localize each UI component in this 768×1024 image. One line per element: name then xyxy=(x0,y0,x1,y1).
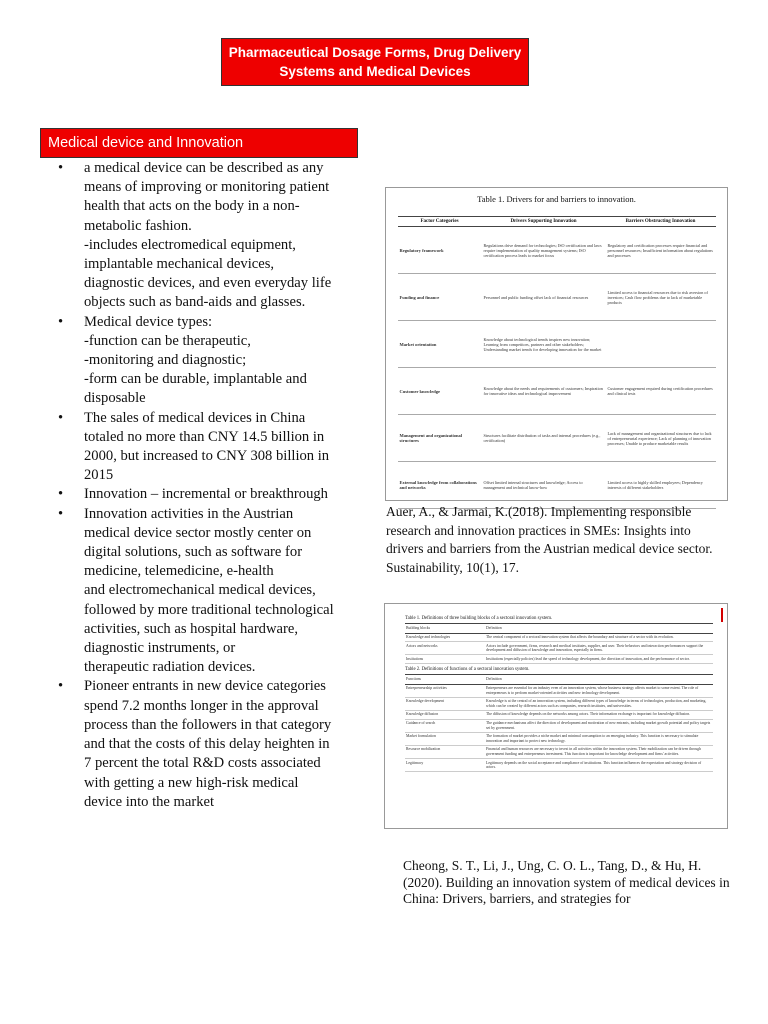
table-cell-barriers: Lack of management and organizational structures due to lack of entrepreneurial experience; Lack of planning of innovation processes; Unable to produce marketable results xyxy=(606,415,716,462)
table-row xyxy=(405,719,713,732)
table-row xyxy=(398,368,716,415)
bullet-line: 2015 xyxy=(84,467,114,484)
table-cell-category: Regulatory framework xyxy=(398,227,482,274)
bullet-line: Innovation activities in the Austrian xyxy=(84,505,294,522)
bullet-item xyxy=(34,409,364,486)
bullet-line: Innovation – incremental or breakthrough xyxy=(84,486,328,503)
bullet-icon: • xyxy=(58,313,64,330)
table-row xyxy=(405,642,713,655)
table-cell-drivers: Personnel and public funding offset lack of financial resources xyxy=(482,274,606,321)
bullet-item xyxy=(34,677,364,811)
bullet-list xyxy=(34,159,364,812)
table-cell-term: Actors and networks xyxy=(405,642,485,655)
table-row xyxy=(398,415,716,462)
bullet-icon: • xyxy=(58,505,64,522)
table-cell-drivers: Regulations drive demand for technologies; ISO certification and laws require implementation of quality management systems; ISO certification process leads to market focus xyxy=(482,227,606,274)
figure2-table1-caption: Table 1. Definitions of three building blocks of a sectoral innovation system. xyxy=(405,616,553,621)
table-row xyxy=(398,321,716,368)
bullet-icon: • xyxy=(58,678,64,695)
table-row xyxy=(398,462,716,509)
bullet-line: health that acts on the body in a non- xyxy=(84,198,300,215)
table-cell-barriers: Limited access to highly skilled employees; Dependency interests of different stakeholders xyxy=(606,462,716,509)
bullet-icon: • xyxy=(58,409,64,426)
bullet-icon: • xyxy=(58,486,64,503)
table-header: Building blocks xyxy=(405,624,485,634)
bullet-line: The sales of medical devices in China xyxy=(84,409,306,426)
bullet-icon: • xyxy=(58,160,64,176)
table-cell-definition: Actors include government, firms, research and medical institutes, supplier, and user. Their behaviors and interaction performances support the development and diffusion of knowledge and innovation, especially in firms. xyxy=(485,642,713,655)
table-cell-term: Entrepreneurship activities xyxy=(405,684,485,697)
bullet-line: -function can be therapeutic, xyxy=(84,332,251,349)
table-cell-category: Management and organizational structures xyxy=(398,415,482,462)
table-cell-drivers: Offset limited internal structures and knowledge; Access to management and technical know-how xyxy=(482,462,606,509)
table-header: Drivers Supporting Innovation xyxy=(482,217,606,227)
table-cell-definition: Financial and human resources are necessary to invest in all activities within the innovation system. Their mobilization can be driven through government funding and entrepreneurs investment. This function is important for knowledge development and firms' activities. xyxy=(485,745,713,758)
table-header: Definition xyxy=(485,674,713,684)
bullet-line: a medical device can be described as any xyxy=(84,160,324,176)
functions-table xyxy=(405,674,713,772)
table-header: Functions xyxy=(405,674,485,684)
bullet-line: digital solutions, such as software for xyxy=(84,544,303,561)
table-cell-definition: Legitimacy depends on the social acceptance and compliance of institutions. This function influences the expectation and strategy decision of actors. xyxy=(485,759,713,772)
figure1-caption: Table 1. Drivers for and barriers to innovation. xyxy=(477,194,636,204)
table-cell-definition: Entrepreneurs are essential for an industry even of an innovation system, whose business strategy affects market to some extent. The role of entrepreneurs is to perform market-oriented activities and new technology development. xyxy=(485,684,713,697)
bullet-line: activities, such as hospital hardware, xyxy=(84,620,298,637)
bullet-line: diagnostic instruments, or xyxy=(84,640,236,657)
bullet-line: -form can be durable, implantable and xyxy=(84,371,307,388)
red-marker xyxy=(721,608,723,622)
table-cell-term: Guidance of search xyxy=(405,719,485,732)
table-cell-drivers: Knowledge about technological trends inspires new innovation; Learning from competitors, partners and other stakeholders; Understanding market trends for developing innovation for the market xyxy=(482,321,606,368)
table-cell-definition: The central component of a sectoral innovation system that affects the boundary and structure of a sector with its evolution. xyxy=(485,633,713,642)
table-row xyxy=(405,710,713,719)
bullet-line: disposable xyxy=(84,390,146,407)
table-cell-term: Institutions xyxy=(405,655,485,664)
page-title: Pharmaceutical Dosage Forms, Drug Delivery Systems and Medical Devices xyxy=(221,38,529,86)
bullet-item xyxy=(34,505,364,678)
bullet-line: implantable mechanical devices, xyxy=(84,256,275,273)
table-cell-term: Knowledge diffusion xyxy=(405,710,485,719)
bullet-line: Pioneer entrants in new device categories xyxy=(84,678,326,695)
table-cell-category: Customer knowledge xyxy=(398,368,482,415)
table-cell-term: Knowledge development xyxy=(405,697,485,710)
table-row xyxy=(405,759,713,772)
table-cell-drivers: Structures facilitate distribution of tasks and internal procedures (e.g., certification) xyxy=(482,415,606,462)
bullet-line: 2000, but increased to CNY 308 billion in xyxy=(84,448,330,465)
bullet-line: and electromechanical medical devices, xyxy=(84,582,316,599)
table-header: Barriers Obstructing Innovation xyxy=(606,217,716,227)
bullet-item xyxy=(34,159,364,313)
table-row xyxy=(405,655,713,664)
drivers-barriers-table xyxy=(398,216,716,509)
table-cell-term: Market formulation xyxy=(405,732,485,745)
bullet-line: objects such as band-aids and glasses. xyxy=(84,294,306,311)
bullet-line: and that the costs of this delay heighten in xyxy=(84,736,330,753)
table-cell-definition: The formation of market provides a niche market and minimal consumption to an emerging industry. This function is necessary to stimulate innovation and important to protect new technology. xyxy=(485,732,713,745)
table-cell-definition: Knowledge is at the central of an innovation system, including different types of knowledge in terms of technologies, production, and marketing, which can be created by different actors such as companies, research institutes, and universities. xyxy=(485,697,713,710)
table-row xyxy=(398,274,716,321)
figure-drivers-barriers-table xyxy=(385,187,728,501)
bullet-line: means of improving or monitoring patient xyxy=(84,179,330,196)
table-header: Factor Categories xyxy=(398,217,482,227)
table-cell-category: Market orientation xyxy=(398,321,482,368)
bullet-line: therapeutic radiation devices. xyxy=(84,659,256,676)
table-row xyxy=(405,684,713,697)
bullet-line: -includes electromedical equipment, xyxy=(84,236,296,253)
bullet-line: with getting a new high-risk medical xyxy=(84,774,299,791)
table-cell-barriers: Customer engagement required during certification procedures and clinical tests xyxy=(606,368,716,415)
table-cell-barriers: Regulatory and certification processes require financial and personnel resources; Insufficient information about regulations and processes xyxy=(606,227,716,274)
bullet-line: diagnostic devices, and even everyday life xyxy=(84,275,332,292)
table-cell-definition: The guidance mechanisms affect the direction of development and motivation of new entrants, including market growth potential and policy targets set by government. xyxy=(485,719,713,732)
table-cell-term: Knowledge and technologies xyxy=(405,633,485,642)
bullet-line: -monitoring and diagnostic; xyxy=(84,352,247,369)
building-blocks-table xyxy=(405,623,713,664)
figure-innovation-system-tables xyxy=(384,603,728,829)
bullet-line: medicine, telemedicine, e-health xyxy=(84,563,274,580)
table-cell-definition: Institutions (especially policies) lead the speed of technology development, the direction of innovation, and the performance of sector. xyxy=(485,655,713,664)
table-header: Definition xyxy=(485,624,713,634)
bullet-line: spend 7.2 months longer in the approval xyxy=(84,697,319,714)
citation-cheong: Cheong, S. T., Li, J., Ung, C. O. L., Tang, D., & Hu, H. (2020). Building an innovation system of medical devices in China: Drivers, barriers, and strategies for xyxy=(403,858,730,906)
table-cell-category: Funding and finance xyxy=(398,274,482,321)
table-cell-definition: The diffusion of knowledge depends on the networks among actors. Their information exchange is important for knowledge diffusion. xyxy=(485,710,713,719)
bullet-line: followed by more traditional technological xyxy=(84,601,334,618)
bullet-item xyxy=(34,313,364,409)
bullet-line: medical device sector mostly center on xyxy=(84,524,312,541)
bullet-line: totaled no more than CNY 14.5 billion in xyxy=(84,428,325,445)
table-row xyxy=(405,633,713,642)
bullet-line: Medical device types: xyxy=(84,313,213,330)
table-row xyxy=(405,732,713,745)
bullet-line: metabolic fashion. xyxy=(84,217,192,234)
bullet-line: device into the market xyxy=(84,793,215,810)
section-title: Medical device and Innovation xyxy=(40,128,358,158)
bullet-line: process than the followers in that category xyxy=(84,716,332,733)
figure2-table2-caption: Table 2. Definitions of functions of a sectoral innovation system. xyxy=(405,666,530,672)
bullet-line: 7 percent the total R&D costs associated xyxy=(84,755,321,772)
table-row xyxy=(405,697,713,710)
table-cell-term: Resource mobilization xyxy=(405,745,485,758)
table-cell-barriers xyxy=(606,321,716,368)
table-row xyxy=(405,745,713,758)
table-cell-drivers: Knowledge about the needs and requirements of customers; Inspiration for innovative ideas and technological improvement xyxy=(482,368,606,415)
table-row xyxy=(398,227,716,274)
bullet-item xyxy=(34,485,364,504)
citation-auer: Auer, A., & Jarmai, K.(2018). Implementing responsible research and innovation practices in SMEs: Insights into drivers and barriers from the Austrian medical device sector. Sustainability, 10(1), 17. xyxy=(386,504,713,575)
table-cell-barriers: Limited access to financial resources due to risk aversion of investors; Cash flow problems due to lack of marketable products xyxy=(606,274,716,321)
table-cell-category: External knowledge from collaborations and networks xyxy=(398,462,482,509)
table-cell-term: Legitimacy xyxy=(405,759,485,772)
